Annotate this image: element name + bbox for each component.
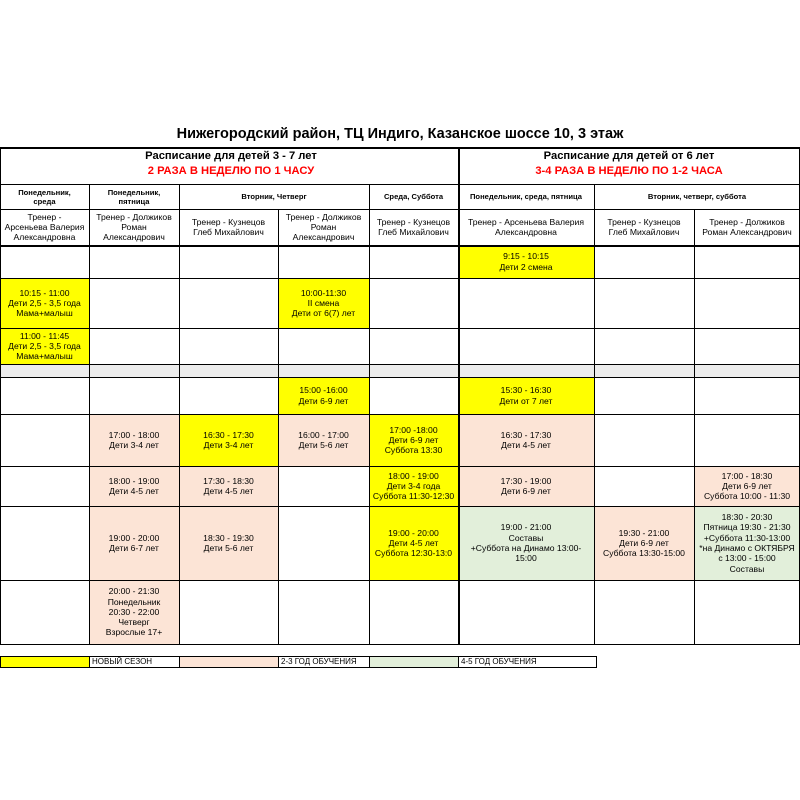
grid-line — [0, 580, 800, 581]
session-cell: 16:30 - 17:30 Дети 3-4 лет — [179, 414, 278, 466]
session-cell: 9:15 - 10:15 Дети 2 смена — [458, 245, 594, 278]
grid-line — [0, 667, 597, 668]
grid-line — [0, 414, 800, 415]
session-cell: 17:00 -18:00 Дети 6-9 лет Суббота 13:30 — [369, 414, 458, 466]
day-header-mon-wed-fri: Понедельник, среда, пятница — [469, 192, 583, 202]
session-cell: 10:00-11:30 II смена Дети от 6(7) лет — [278, 278, 369, 328]
grid-line — [0, 364, 800, 365]
separator-band — [0, 364, 800, 377]
grid-line — [0, 644, 800, 645]
grid-line — [594, 184, 595, 644]
trainer-cell: Тренер - Кузнецов Глеб Михайлович — [376, 216, 451, 237]
grid-line — [0, 656, 1, 667]
grid-line — [694, 209, 695, 644]
session-cell: 10:15 - 11:00 Дети 2,5 - 3,5 года Мама+малыш — [0, 278, 89, 328]
day-header-tue-thu: Вторник, Четверг — [241, 192, 307, 202]
session-cell: 19:30 - 21:00 Дети 6-9 лет Суббота 13:30-15:00 — [594, 506, 694, 580]
legend-swatch-green — [369, 656, 458, 667]
right-section-subheading: 3-4 РАЗА В НЕДЕЛЮ ПО 1-2 ЧАСА — [535, 165, 723, 178]
trainer-cell: Тренер - Должиков Роман Александрович — [702, 216, 792, 237]
grid-line — [458, 147, 460, 644]
trainer-cell: Тренер - Должиков Роман Александрович — [285, 211, 362, 243]
grid-line — [0, 466, 800, 467]
session-cell: 16:30 - 17:30 Дети 4-5 лет — [458, 414, 594, 466]
grid-line — [0, 147, 800, 149]
legend-swatch-peach — [179, 656, 278, 667]
grid-line — [369, 184, 370, 644]
trainer-cell: Тренер - Кузнецов Глеб Михайлович — [191, 216, 266, 237]
session-cell: 15:00 -16:00 Дети 6-9 лет — [278, 377, 369, 414]
trainer-cell: Тренер - Арсеньева Валерия Александровна — [467, 216, 585, 237]
left-section-subheading: 2 РАЗА В НЕДЕЛЮ ПО 1 ЧАСУ — [147, 165, 315, 178]
grid-line — [0, 506, 800, 507]
legend-year-4-5: 4-5 ГОД ОБУЧЕНИЯ — [461, 656, 537, 666]
grid-line — [89, 656, 90, 667]
day-header-tue-thu-sat: Вторник, четверг, суббота — [647, 192, 747, 202]
session-cell: 15:30 - 16:30 Дети от 7 лет — [458, 377, 594, 414]
session-cell: 19:00 - 21:00 Составы +Суббота на Динамо 13:00-15:00 — [458, 506, 594, 580]
grid-line — [0, 147, 1, 644]
grid-line — [179, 656, 180, 667]
grid-line — [179, 184, 180, 644]
grid-line — [0, 328, 800, 329]
session-cell: 11:00 - 11:45 Дети 2,5 - 3,5 года Мама+малыш — [0, 328, 89, 364]
grid-line — [458, 656, 459, 667]
session-cell: 18:30 - 20:30 Пятница 19:30 - 21:30 +Суббота 11:30-13:00 *на Динамо с ОКТЯБРЯ с 13:00 - 15:00 Составы — [694, 506, 800, 580]
grid-line — [369, 656, 370, 667]
trainer-cell: Тренер - Кузнецов Глеб Михайлович — [607, 216, 681, 237]
legend-new-season: НОВЫЙ СЕЗОН — [92, 656, 153, 666]
grid-line — [0, 278, 800, 279]
session-cell: 19:00 - 20:00 Дети 6-7 лет — [89, 506, 179, 580]
legend-swatch-yellow — [0, 656, 89, 667]
grid-line — [0, 377, 800, 378]
session-cell: 17:00 - 18:30 Дети 6-9 лет Суббота 10:00 - 11:30 — [694, 466, 800, 506]
day-header-wed-sat: Среда, Суббота — [383, 192, 444, 202]
session-cell: 18:00 - 19:00 Дети 4-5 лет — [89, 466, 179, 506]
session-cell: 19:00 - 20:00 Дети 4-5 лет Суббота 12:30-13:0 — [369, 506, 458, 580]
trainer-cell: Тренер - Должиков Роман Александрович — [96, 211, 172, 243]
sheet-title: Нижегородский район, ТЦ Индиго, Казанское шоссе 10, 3 этаж — [176, 126, 624, 143]
day-header-mon-wed: Понедельник, среда — [18, 187, 71, 206]
grid-line — [596, 656, 597, 667]
grid-line — [278, 209, 279, 644]
grid-line — [0, 245, 800, 247]
day-header-mon-fri: Понедельник, пятница — [107, 187, 161, 206]
session-cell: 17:30 - 18:30 Дети 4-5 лет — [179, 466, 278, 506]
session-cell: 17:30 - 19:00 Дети 6-9 лет — [458, 466, 594, 506]
legend-year-2-3: 2-3 ГОД ОБУЧЕНИЯ — [281, 656, 357, 666]
session-cell: 18:00 - 19:00 Дети 3-4 года Суббота 11:30-12:30 — [369, 466, 458, 506]
grid-line — [278, 656, 279, 667]
grid-line — [0, 184, 800, 185]
session-cell: 18:30 - 19:30 Дети 5-6 лет — [179, 506, 278, 580]
trainer-cell: Тренер - Арсеньева Валерия Александровна — [4, 211, 85, 243]
right-section-heading: Расписание для детей от 6 лет — [543, 150, 715, 163]
left-section-heading: Расписание для детей 3 - 7 лет — [145, 150, 317, 163]
grid-line — [0, 209, 800, 210]
grid-line — [89, 184, 90, 644]
session-cell: 20:00 - 21:30 Понедельник 20:30 - 22:00 Четверг Взрослые 17+ — [89, 580, 179, 644]
session-cell: 17:00 - 18:00 Дети 3-4 лет — [89, 414, 179, 466]
session-cell: 16:00 - 17:00 Дети 5-6 лет — [278, 414, 369, 466]
